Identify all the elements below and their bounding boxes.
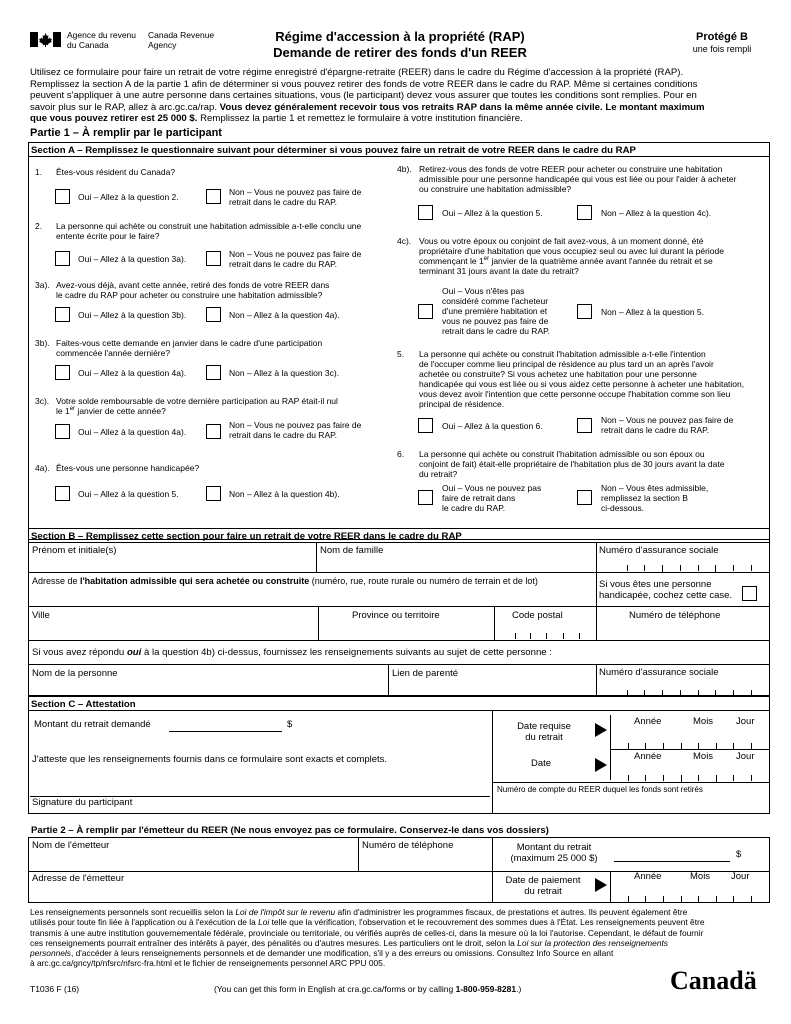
first-name-field[interactable] xyxy=(30,557,314,571)
payment-date-arrow-icon xyxy=(595,878,607,892)
attestation-year-label: Année xyxy=(634,751,662,762)
requested-date-arrow-icon xyxy=(595,723,607,737)
payment-year-label: Année xyxy=(634,871,662,882)
requested-month-label: Mois xyxy=(693,716,714,727)
q4b-number: 4b). xyxy=(397,164,412,174)
q5-number: 5. xyxy=(397,349,405,359)
first-name-label: Prénom et initiale(s) xyxy=(32,545,117,556)
q4a-yes-label: Oui – Allez à la question 5. xyxy=(78,489,179,499)
protected-label: Protégé B une fois rempli xyxy=(692,31,752,54)
q4c-no-checkbox[interactable] xyxy=(577,304,592,319)
government-flag-icon xyxy=(30,32,61,47)
part2-title: Partie 2 – À remplir par l'émetteur du REER (Ne nous envoyez pas ce formulaire. Conservez-le dans vos dossiers) xyxy=(31,825,549,836)
withdrawal-dollar-sign: $ xyxy=(287,719,293,730)
q3c-text: Votre solde remboursable de votre dernière participation au RAP était-il nul le 1er janvier de cette année? xyxy=(56,396,338,417)
phone-field[interactable] xyxy=(598,623,768,639)
q2-yes-label: Oui – Allez à la question 3a). xyxy=(78,254,187,264)
q3b-no-label: Non – Allez à la question 3c). xyxy=(229,368,340,378)
q5-yes-label: Oui – Allez à la question 6. xyxy=(442,421,543,431)
address-label: Adresse de l'habitation admissible qui sera achetée ou construite (numéro, rue, route rurale ou numéro de terrain et de lot) xyxy=(32,576,538,586)
disabled-checkbox-label: Si vous êtes une personne handicapée, cochez cette case. xyxy=(599,579,733,602)
q3a-yes-checkbox[interactable] xyxy=(55,307,70,322)
q3a-text: Avez-vous déjà, avant cette année, retiré des fonds de votre REER dans le cadre du RAP pour acheter ou construire une habitation admissible? xyxy=(56,280,330,301)
q4c-no-label: Non – Allez à la question 5. xyxy=(601,307,705,317)
q2-no-checkbox[interactable] xyxy=(206,251,221,266)
relationship-field[interactable] xyxy=(390,681,594,695)
last-name-field[interactable] xyxy=(318,557,594,571)
requested-year-label: Année xyxy=(634,716,662,727)
section-b-title: Section B – Remplissez cette section pour faire un retrait de votre REER dans le cadre du RAP xyxy=(31,531,462,542)
province-label: Province ou territoire xyxy=(352,610,440,621)
q4a-no-label: Non – Allez à la question 4b). xyxy=(229,489,340,499)
q2-number: 2. xyxy=(35,221,43,231)
q3c-number: 3c). xyxy=(35,396,50,406)
section-c-title: Section C – Attestation xyxy=(31,699,136,710)
question-4b-instruction: Si vous avez répondu oui à la question 4b) ci-dessus, fournissez les renseignements suivants au sujet de cette personne : xyxy=(32,647,552,658)
q3c-yes-label: Oui – Allez à la question 4a). xyxy=(78,427,187,437)
q4b-no-checkbox[interactable] xyxy=(577,205,592,220)
rrsp-account-label: Numéro de compte du REER duquel les fonds sont retirés xyxy=(497,785,703,794)
q4a-number: 4a). xyxy=(35,463,50,473)
q5-yes-checkbox[interactable] xyxy=(418,418,433,433)
q3c-no-label: Non – Vous ne pouvez pas faire de retrait dans le cadre du RAP. xyxy=(229,420,362,441)
issuer-phone-field[interactable] xyxy=(360,853,490,869)
q4a-text: Êtes-vous une personne handicapée? xyxy=(56,463,200,473)
q4b-text: Retirez-vous des fonds de votre REER pour acheter ou construire une habitation admissible pour une personne handicapée qui vous est liée ou pour l'aider à acheter ou construire une habitation admissible? xyxy=(419,164,737,195)
q3a-number: 3a). xyxy=(35,280,50,290)
q3b-yes-label: Oui – Allez à la question 4a). xyxy=(78,368,187,378)
q2-no-label: Non – Vous ne pouvez pas faire de retrait dans le cadre du RAP. xyxy=(229,249,362,270)
part1-title: Partie 1 – À remplir par le participant xyxy=(30,127,222,139)
issuer-phone-label: Numéro de téléphone xyxy=(362,840,454,851)
q1-no-label: Non – Vous ne pouvez pas faire de retrait dans le cadre du RAP. xyxy=(229,187,362,208)
q1-no-checkbox[interactable] xyxy=(206,189,221,204)
attestation-date-arrow-icon xyxy=(595,758,607,772)
q4b-yes-label: Oui – Allez à la question 5. xyxy=(442,208,543,218)
signature-label: Signature du participant xyxy=(32,797,133,808)
q2-yes-checkbox[interactable] xyxy=(55,251,70,266)
issuer-address-field[interactable] xyxy=(30,886,490,902)
q4a-no-checkbox[interactable] xyxy=(206,486,221,501)
agency-name-en: Canada Revenue Agency xyxy=(148,30,215,50)
q6-yes-label: Oui – Vous ne pouvez pas faire de retrait dans le cadre du RAP. xyxy=(442,483,542,514)
q1-number: 1. xyxy=(35,167,43,177)
q5-no-checkbox[interactable] xyxy=(577,418,592,433)
q3a-no-label: Non – Allez à la question 4a). xyxy=(229,310,340,320)
person-sin-label: Numéro d'assurance sociale xyxy=(599,667,719,678)
english-version-note: (You can get this form in English at cra.gc.ca/forms or by calling 1-800-959-8281.) xyxy=(214,984,522,994)
q4b-no-label: Non – Allez à la question 4c). xyxy=(601,208,712,218)
q3a-no-checkbox[interactable] xyxy=(206,307,221,322)
q4b-yes-checkbox[interactable] xyxy=(418,205,433,220)
q4c-yes-label: Oui – Vous n'êtes pas considéré comme l'acheteur d'une première habitation et vous ne pouvez pas faire de retrait dans le cadre du RAP. xyxy=(442,286,551,337)
payment-date-label: Date de paiement du retrait xyxy=(505,875,581,897)
address-field[interactable] xyxy=(30,588,594,604)
rrsp-account-field[interactable] xyxy=(494,796,768,812)
attestation-month-label: Mois xyxy=(693,751,714,762)
postal-code-label: Code postal xyxy=(512,610,563,621)
city-label: Ville xyxy=(32,610,50,621)
issuer-dollar-sign: $ xyxy=(736,849,742,860)
q6-no-label: Non – Vous êtes admissible, remplissez la section B ci-dessous. xyxy=(601,483,709,514)
withdrawal-amount-field[interactable] xyxy=(169,731,282,732)
section-a-title: Section A – Remplissez le questionnaire suivant pour déterminer si vous pouvez faire un retrait de votre REER dans le cadre du RAP xyxy=(31,145,636,156)
person-name-label: Nom de la personne xyxy=(32,668,118,679)
q6-no-checkbox[interactable] xyxy=(577,490,592,505)
form-id: T1036 F (16) xyxy=(30,984,80,994)
disabled-checkbox[interactable] xyxy=(742,586,757,601)
q6-number: 6. xyxy=(397,449,405,459)
q4c-yes-checkbox[interactable] xyxy=(418,304,433,319)
relationship-label: Lien de parenté xyxy=(392,668,459,679)
attestation-day-label: Jour xyxy=(736,751,755,762)
intro-paragraph: Utilisez ce formulaire pour faire un retrait de votre régime enregistré d'épargne-retraite (REER) dans le cadre du Régime d'accession à la propriété (RAP). Remplissez la section A de la partie 1 afin de déterminer si vous pouvez retirer des fonds de votre REER dans le cadre du RAP. Même si certaines conditions peuvent s'appliquer à une autre personne dans certaines situations, vous (le participant) devez vous assurer que toutes les conditions sont remplies. Pour en savoir plus sur le RAP, allez à arc.gc.ca/rap. Vous devez généralement recevoir tous vos retraits RAP dans la même année civile. Le montant maximum que vous pouvez retirer est 25 000 $. Remplissez la partie 1 et remettez le formulaire à votre institution financière. xyxy=(30,67,705,124)
payment-day-label: Jour xyxy=(731,871,750,882)
canada-wordmark: Canadä xyxy=(670,966,757,995)
form-title: Régime d'accession à la propriété (RAP) Demande de retirer des fonds d'un REER xyxy=(273,29,527,60)
q3a-yes-label: Oui – Allez à la question 3b). xyxy=(78,310,187,320)
last-name-label: Nom de famille xyxy=(320,545,384,556)
privacy-notice: Les renseignements personnels sont recueillis selon la Loi de l'impôt sur le revenu afin d'administrer les programmes fiscaux, de prestations et autres. Ils peuvent également être utilisés pour toute fin liée à l'application ou à l'exécution de la Loi telle que la vérification, l'observation et le recouvrement des sommes dues à l'État. Les renseignements peuvent être transmis à une autre institution gouvernementale fédérale, provinciale ou territoriale, ou vérifiés auprès de celles-ci, dans la mesure où la loi l'autorise. Cependant, le défaut de fournir ces renseignements pourrait entraîner des intérêts à payer, des pénalités ou d'autres mesures. Les particuliers ont le droit, selon la Loi sur la protection des renseignements personnels, d'accéder à leurs renseignements personnels et de demander une modification, s'il y a des erreurs ou omissions. Consultez Info Source en allant à arc.gc.ca/gncy/tp/nfsrc/nfsrc-fra.html et le fichier de renseignements personnel ARC PPU 005. xyxy=(30,907,705,969)
q3b-text: Faites-vous cette demande en janvier dans le cadre d'une participation commencée l'année dernière? xyxy=(56,338,323,359)
q3b-yes-checkbox[interactable] xyxy=(55,365,70,380)
agency-name-fr: Agence du revenu du Canada xyxy=(67,30,136,50)
issuer-amount-field[interactable] xyxy=(614,861,730,862)
city-field[interactable] xyxy=(30,623,316,639)
issuer-name-field[interactable] xyxy=(30,853,356,869)
requested-date-label: Date requise du retrait xyxy=(517,721,571,743)
q3c-yes-checkbox[interactable] xyxy=(55,424,70,439)
sin-label: Numéro d'assurance sociale xyxy=(599,545,719,556)
issuer-name-label: Nom de l'émetteur xyxy=(32,840,110,851)
q3b-no-checkbox[interactable] xyxy=(206,365,221,380)
person-name-field[interactable] xyxy=(30,681,386,695)
q1-yes-checkbox[interactable] xyxy=(55,189,70,204)
attestation-text: J'atteste que les renseignements fournis dans ce formulaire sont exacts et complets. xyxy=(32,754,388,765)
q4c-number: 4c). xyxy=(397,236,412,246)
phone-label: Numéro de téléphone xyxy=(629,610,721,621)
q2-text: La personne qui achète ou construit une habitation admissible a-t-elle conclu une entente écrite pour le faire? xyxy=(56,221,362,242)
province-field[interactable] xyxy=(320,623,492,639)
q4a-yes-checkbox[interactable] xyxy=(55,486,70,501)
q6-yes-checkbox[interactable] xyxy=(418,490,433,505)
issuer-address-label: Adresse de l'émetteur xyxy=(32,873,125,884)
issuer-amount-label: Montant du retrait (maximum 25 000 $) xyxy=(510,842,598,864)
attestation-date-label: Date xyxy=(531,758,552,769)
q4c-text: Vous ou votre époux ou conjoint de fait avez-vous, à un moment donné, été propriétaire d'une habitation que vous occupiez seul ou avec lui durant la période commençant le 1er janvier de la quatrième année avant l'année du retrait et se terminant 31 jours avant la date du retrait? xyxy=(419,236,724,277)
withdrawal-amount-label: Montant du retrait demandé xyxy=(34,719,151,730)
q5-text: La personne qui achète ou construit l'habitation admissible a-t-elle l'intention de l'occuper comme lieu principal de résidence au plus tard un an après l'avoir achetée ou construite? Si vous achetez une habitation pour une personne handicapée qui vous est liée ou si vous aidez cette personne à acheter une habitation, vous devez avoir l'intention que cette personne occupe l'habitation comme son lieu principal de résidence. xyxy=(419,349,745,410)
q1-yes-label: Oui – Allez à la question 2. xyxy=(78,192,179,202)
sin-field[interactable] xyxy=(598,557,768,571)
q3c-no-checkbox[interactable] xyxy=(206,424,221,439)
q1-text: Êtes-vous résident du Canada? xyxy=(56,167,176,177)
requested-day-label: Jour xyxy=(736,716,755,727)
q3b-number: 3b). xyxy=(35,338,50,348)
q6-text: La personne qui achète ou construit l'habitation admissible ou son époux ou conjoint de fait) était-elle propriétaire de l'habitation plus de 30 jours avant la date du retrait? xyxy=(419,449,725,480)
person-sin-field[interactable] xyxy=(598,681,768,695)
q5-no-label: Non – Vous ne pouvez pas faire de retrait dans le cadre du RAP. xyxy=(601,415,734,436)
payment-month-label: Mois xyxy=(690,871,711,882)
